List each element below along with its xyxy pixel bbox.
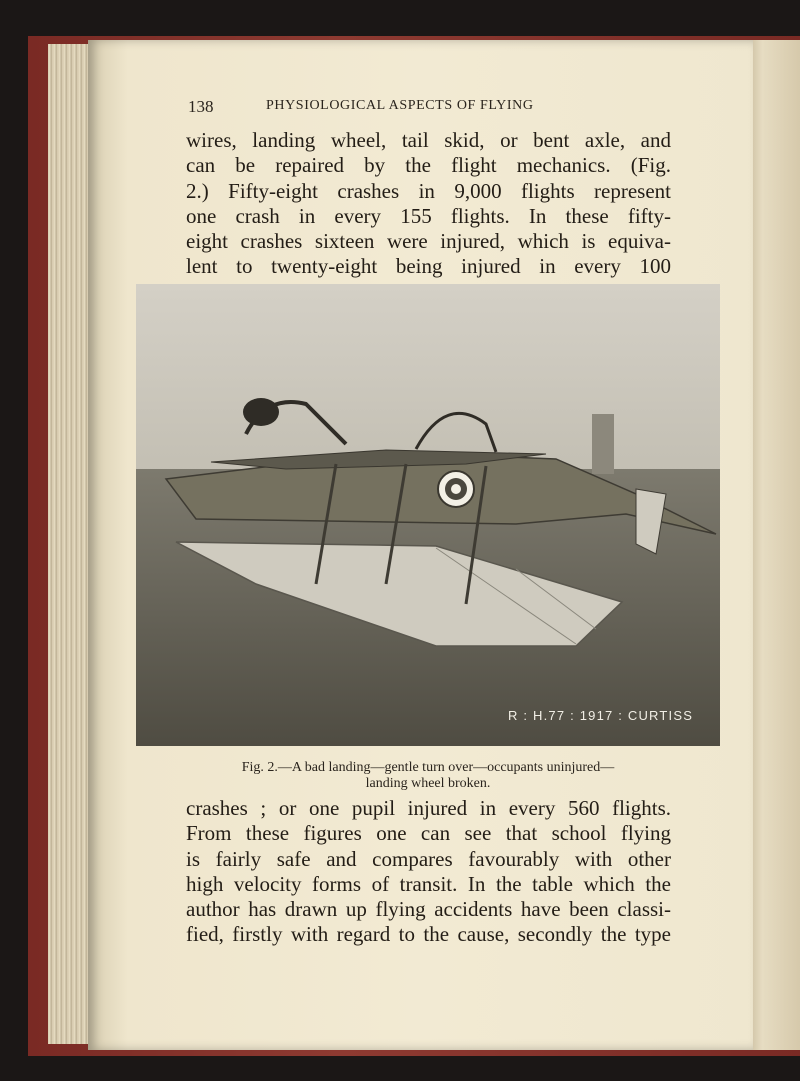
text-line: lent to twenty-eight being injured in every 100 bbox=[186, 254, 671, 279]
text-line: is fairly safe and compares favourably with other bbox=[186, 846, 671, 871]
text-line: high velocity forms of transit. In the table which the bbox=[186, 871, 671, 896]
text-line: author has drawn up flying accidents have been classi- bbox=[186, 897, 671, 922]
crashed-biplane-photo bbox=[136, 284, 720, 746]
caption-line: Fig. 2.—A bad landing—gentle turn over—occupants uninjured— bbox=[241, 760, 615, 775]
text-line: From these figures one can see that school flying bbox=[186, 821, 671, 846]
facing-page-edge bbox=[746, 40, 800, 1050]
text-line: eight crashes sixteen were injured, which is equiva- bbox=[186, 229, 671, 254]
figure-caption bbox=[186, 760, 670, 792]
text-line: one crash in every 155 flights. In these fifty- bbox=[186, 203, 671, 228]
page-edges bbox=[48, 44, 92, 1044]
text-line: wires, landing wheel, tail skid, or bent axle, and bbox=[186, 128, 671, 152]
text-line: can be repaired by the flight mechanics. (Fig. bbox=[186, 153, 671, 178]
text-line: 2.) Fifty-eight crashes in 9,000 flights represent bbox=[186, 178, 671, 203]
text-line: fied, firstly with regard to the cause, secondly the type bbox=[186, 922, 671, 947]
caption-line: landing wheel broken. bbox=[365, 776, 491, 791]
bottom-paragraph bbox=[186, 796, 671, 948]
running-title: PHYSIOLOGICAL ASPECTS OF FLYING bbox=[266, 98, 534, 113]
top-paragraph bbox=[186, 128, 671, 280]
page-number: 138 bbox=[188, 97, 214, 116]
text-line: crashes ; or one pupil injured in every 560 flights. bbox=[186, 796, 671, 820]
photo-label: R : H.77 : 1917 : CURTISS bbox=[508, 708, 694, 723]
page-header bbox=[188, 97, 668, 119]
